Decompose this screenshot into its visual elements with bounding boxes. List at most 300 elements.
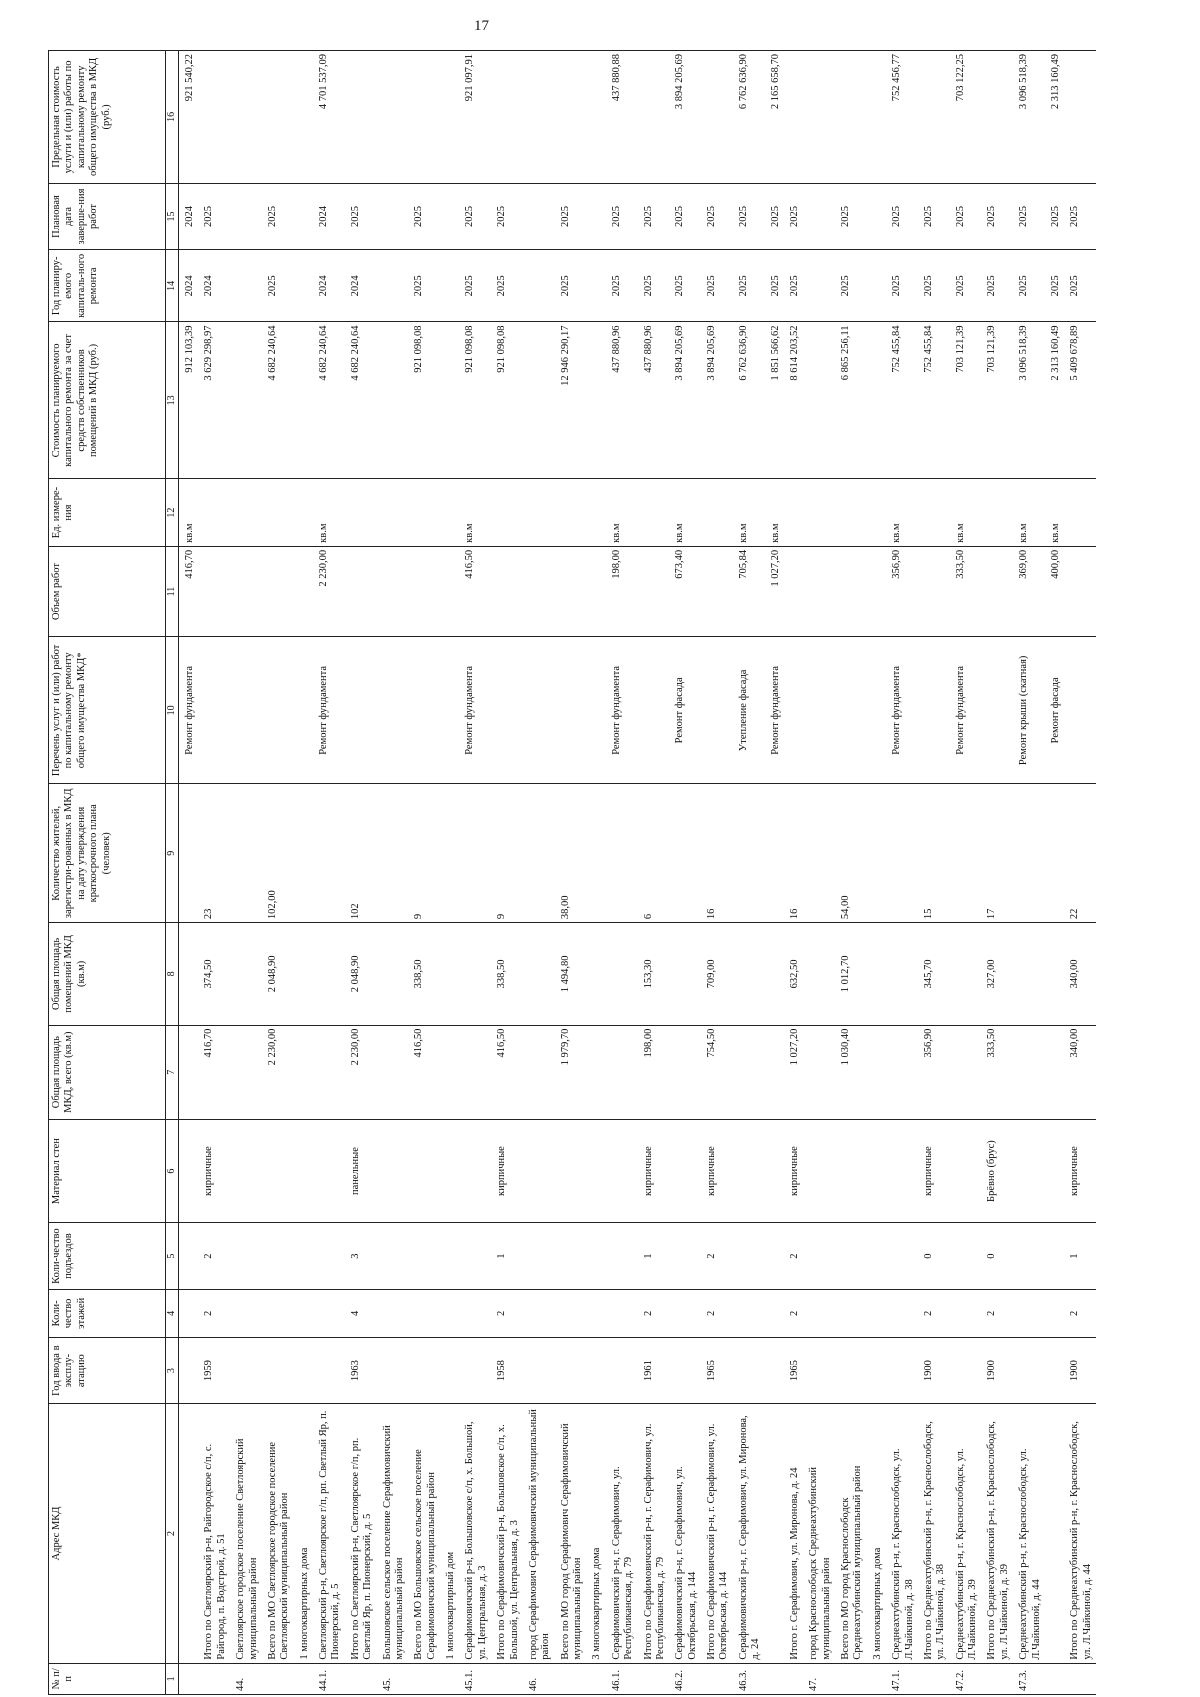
table-cell xyxy=(523,1223,555,1289)
table-cell xyxy=(440,250,459,322)
column-number: 9 xyxy=(166,784,179,923)
table-cell xyxy=(803,1119,835,1223)
table-cell xyxy=(408,1289,440,1337)
table-cell: Всего по МО город Серафимович Серафимовичский муниципальный район xyxy=(555,1404,587,1663)
table-cell xyxy=(835,1119,867,1223)
table-cell: 9 xyxy=(491,784,523,923)
table-cell xyxy=(803,637,835,784)
table-cell xyxy=(586,1223,605,1289)
table-cell: 2025 xyxy=(886,250,918,322)
table-cell xyxy=(523,322,555,479)
table-row xyxy=(918,51,950,1695)
table-cell xyxy=(230,923,262,1026)
table-cell: 2025 xyxy=(765,183,784,249)
table-cell xyxy=(638,637,670,784)
table-cell xyxy=(765,1025,784,1119)
column-header: Перечень услуг и (или) работ по капитальному ремонту общего имущества МКД* xyxy=(49,637,166,784)
table-cell: 416,50 xyxy=(459,546,491,636)
table-cell xyxy=(733,1338,765,1404)
table-cell: 9 xyxy=(408,784,440,923)
table-cell: 1965 xyxy=(701,1338,733,1404)
column-header: Объем работ xyxy=(49,546,166,636)
table-cell: 703 122,25 xyxy=(950,51,982,184)
table-cell: 338,50 xyxy=(408,923,440,1026)
table-cell xyxy=(1013,1338,1045,1404)
table-cell xyxy=(765,1663,784,1694)
table-cell: кирпичные xyxy=(918,1119,950,1223)
table-cell xyxy=(230,1025,262,1119)
table-cell xyxy=(179,1663,199,1694)
table-cell: 2025 xyxy=(733,183,765,249)
table-cell xyxy=(523,923,555,1026)
table-cell xyxy=(1045,1663,1064,1694)
table-cell: 4 682 240,64 xyxy=(262,322,294,479)
table-cell xyxy=(198,1663,230,1694)
table-cell xyxy=(230,51,262,184)
table-row xyxy=(230,51,262,1695)
table-cell xyxy=(918,1663,950,1694)
table-cell xyxy=(606,1119,638,1223)
table-cell xyxy=(867,546,886,636)
table-cell: 44. xyxy=(230,1663,262,1694)
table-cell: 1 027,20 xyxy=(784,1025,803,1119)
column-header: Количество жителей, зарегистри-рованных в МКД на дату утверждения краткосрочного плана (человек) xyxy=(49,784,166,923)
table-cell xyxy=(313,1025,345,1119)
table-cell xyxy=(198,479,230,547)
table-cell: Итого по Серафимовичский р-н, Большовское с/п, х. Большой, ул. Центральная, д. 3 xyxy=(491,1404,523,1663)
capital-repair-table xyxy=(48,50,1096,1695)
table-cell: 2025 xyxy=(784,183,803,249)
table-cell: Ремонт фундамента xyxy=(765,637,784,784)
table-cell xyxy=(918,546,950,636)
table-cell xyxy=(523,1289,555,1337)
table-cell: 2025 xyxy=(459,183,491,249)
table-cell xyxy=(803,51,835,184)
table-cell xyxy=(950,1119,982,1223)
table-cell xyxy=(765,784,784,923)
table-cell xyxy=(765,1223,784,1289)
table-cell: 338,50 xyxy=(491,923,523,1026)
table-cell: 340,00 xyxy=(1064,1025,1096,1119)
table-cell: Ремонт фундамента xyxy=(886,637,918,784)
table-cell: 2025 xyxy=(835,183,867,249)
table-cell: 1 xyxy=(638,1223,670,1289)
table-cell: 2025 xyxy=(950,183,982,249)
table-cell: 345,70 xyxy=(918,923,950,1026)
table-row xyxy=(491,51,523,1695)
table-cell xyxy=(733,1119,765,1223)
table-cell: 2025 xyxy=(606,183,638,249)
table-cell: 333,50 xyxy=(981,1025,1013,1119)
table-cell xyxy=(230,1119,262,1223)
table-cell xyxy=(586,637,605,784)
table-cell: кв.м xyxy=(1013,479,1045,547)
table-cell xyxy=(867,923,886,1026)
table-cell: 23 xyxy=(198,784,230,923)
table-cell xyxy=(377,923,409,1026)
table-cell xyxy=(803,923,835,1026)
table-cell: 437 880,88 xyxy=(606,51,638,184)
table-cell: 45.1. xyxy=(459,1663,491,1694)
table-row xyxy=(701,51,733,1695)
table-cell xyxy=(784,637,803,784)
table-cell: 2025 xyxy=(669,250,701,322)
table-cell xyxy=(555,1663,587,1694)
table-cell xyxy=(867,1119,886,1223)
table-cell: Всего по МО Светлоярское городское поселение Светлоярский муниципальный район xyxy=(262,1404,294,1663)
table-row xyxy=(294,51,313,1695)
table-cell: 22 xyxy=(1064,784,1096,923)
table-cell xyxy=(377,1119,409,1223)
table-cell xyxy=(701,51,733,184)
table-cell xyxy=(1064,637,1096,784)
table-cell: 5 409 678,89 xyxy=(1064,322,1096,479)
table-cell: 752 456,77 xyxy=(886,51,918,184)
table-cell xyxy=(440,923,459,1026)
table-cell: 2 313 160,49 xyxy=(1045,322,1064,479)
table-cell: 2 xyxy=(981,1289,1013,1337)
table-cell: кв.м xyxy=(733,479,765,547)
column-header: Год планиру-емого капиталь-ного ремонта xyxy=(49,250,166,322)
table-cell: 416,50 xyxy=(491,1025,523,1119)
column-number: 16 xyxy=(166,51,179,184)
table-cell: 2025 xyxy=(1064,250,1096,322)
table-cell xyxy=(523,784,555,923)
table-cell: 4 682 240,64 xyxy=(313,322,345,479)
rotated-page xyxy=(48,50,1193,1695)
table-cell xyxy=(638,479,670,547)
table-cell: 2 313 160,49 xyxy=(1045,51,1064,184)
table-cell xyxy=(835,1223,867,1289)
table-cell xyxy=(784,479,803,547)
table-cell: Итого по Среднеахтубинский р-н, г. Краснослободск, ул. Л.Чайкиной, д. 38 xyxy=(918,1404,950,1663)
table-cell xyxy=(294,322,313,479)
table-cell xyxy=(377,322,409,479)
table-cell xyxy=(867,250,886,322)
table-cell: 1961 xyxy=(638,1338,670,1404)
table-cell: Среднеахтубинский р-н, г. Краснослободск, ул. Л.Чайкиной, д. 38 xyxy=(886,1404,918,1663)
table-cell: 2024 xyxy=(179,183,199,249)
table-cell xyxy=(408,51,440,184)
table-cell: 2 xyxy=(1064,1289,1096,1337)
table-cell xyxy=(230,479,262,547)
table-cell: 2 xyxy=(198,1223,230,1289)
table-row xyxy=(886,51,918,1695)
table-cell xyxy=(835,1289,867,1337)
table-cell: 2025 xyxy=(669,183,701,249)
table-cell xyxy=(377,1289,409,1337)
table-row xyxy=(1045,51,1064,1695)
table-cell xyxy=(294,51,313,184)
table-cell: 46.1. xyxy=(606,1663,638,1694)
table-cell xyxy=(669,1289,701,1337)
table-cell xyxy=(886,1119,918,1223)
table-cell xyxy=(345,479,377,547)
table-cell xyxy=(440,784,459,923)
table-cell xyxy=(950,1289,982,1337)
table-cell: 2 230,00 xyxy=(262,1025,294,1119)
table-cell xyxy=(867,183,886,249)
table-cell xyxy=(835,1663,867,1694)
table-cell: 2025 xyxy=(408,183,440,249)
column-header: Год ввода в эксплу-атацию xyxy=(49,1338,166,1404)
table-cell xyxy=(262,546,294,636)
table-cell xyxy=(606,1223,638,1289)
table-cell xyxy=(179,923,199,1026)
table-cell xyxy=(440,183,459,249)
table-cell: Среднеахтубинский р-н, г. Краснослободск, ул. Л.Чайкиной, д. 39 xyxy=(950,1404,982,1663)
table-cell xyxy=(230,784,262,923)
table-cell xyxy=(440,1223,459,1289)
table-cell xyxy=(886,1338,918,1404)
table-cell: 673,40 xyxy=(669,546,701,636)
table-cell xyxy=(950,1223,982,1289)
column-header: Адрес МКД xyxy=(49,1404,166,1663)
table-cell: 46.2. xyxy=(669,1663,701,1694)
table-cell: кв.м xyxy=(950,479,982,547)
column-number: 10 xyxy=(166,637,179,784)
table-cell xyxy=(701,1663,733,1694)
table-cell: 703 121,39 xyxy=(981,322,1013,479)
table-cell xyxy=(606,1338,638,1404)
table-cell xyxy=(981,51,1013,184)
table-cell xyxy=(867,1025,886,1119)
table-cell: 2025 xyxy=(981,250,1013,322)
table-cell xyxy=(886,1289,918,1337)
header-row xyxy=(49,51,166,1695)
table-cell: 2024 xyxy=(313,183,345,249)
table-cell xyxy=(345,51,377,184)
table-cell: 54,00 xyxy=(835,784,867,923)
table-cell xyxy=(1045,923,1064,1026)
table-cell: Серафимовичский р-н, г. Серафимович, ул. Октябрьская, д. 144 xyxy=(669,1404,701,1663)
table-cell xyxy=(440,546,459,636)
table-cell: 17 xyxy=(981,784,1013,923)
table-cell xyxy=(669,923,701,1026)
table-cell: 44.1. xyxy=(313,1663,345,1694)
table-cell: 921 098,08 xyxy=(459,322,491,479)
table-cell: Итого по Серафимовичский р-н, г. Серафимович, ул. Октябрьская, д. 144 xyxy=(701,1404,733,1663)
table-cell: 2 xyxy=(784,1223,803,1289)
column-header: Стоимость планируемого капитального ремонта за счет средств собственников помещений в МКД (руб.) xyxy=(49,322,166,479)
table-cell xyxy=(555,1289,587,1337)
table-cell xyxy=(586,183,605,249)
table-cell: Серафимовичский р-н, г. Серафимович, ул. Республиканская, д. 79 xyxy=(606,1404,638,1663)
table-cell xyxy=(377,183,409,249)
table-cell: 2024 xyxy=(179,250,199,322)
table-row xyxy=(981,51,1013,1695)
table-cell: 1958 xyxy=(491,1338,523,1404)
table-cell: 2 xyxy=(701,1223,733,1289)
table-cell: 416,70 xyxy=(179,546,199,636)
table-cell: 2025 xyxy=(555,250,587,322)
table-cell xyxy=(408,1119,440,1223)
table-cell: 2025 xyxy=(701,250,733,322)
column-number: 5 xyxy=(166,1223,179,1289)
table-cell xyxy=(1045,1119,1064,1223)
table-cell xyxy=(1064,51,1096,184)
table-cell xyxy=(1045,1025,1064,1119)
table-cell: 3 894 205,69 xyxy=(669,51,701,184)
table-cell: 1 494,80 xyxy=(555,923,587,1026)
table-cell: 2024 xyxy=(345,250,377,322)
table-cell xyxy=(1064,1663,1096,1694)
table-cell: Всего по МО город Краснослободск Среднеахтубинский муниципальный район xyxy=(835,1404,867,1663)
table-cell: Серафимовичский р-н, Большовское с/п, х. Большой, ул. Центральная, д. 3 xyxy=(459,1404,491,1663)
column-number: 15 xyxy=(166,183,179,249)
table-cell xyxy=(555,1119,587,1223)
table-cell xyxy=(606,1289,638,1337)
table-cell: кирпичные xyxy=(638,1119,670,1223)
table-cell: 46.3. xyxy=(733,1663,765,1694)
table-cell xyxy=(835,637,867,784)
table-cell xyxy=(179,784,199,923)
table-cell xyxy=(867,1223,886,1289)
table-cell: Ремонт фундамента xyxy=(459,637,491,784)
table-cell xyxy=(294,1663,313,1694)
table-cell: 2 048,90 xyxy=(345,923,377,1026)
table-cell xyxy=(586,322,605,479)
table-cell: 752 455,84 xyxy=(918,322,950,479)
table-cell: 45. xyxy=(377,1663,409,1694)
table-row xyxy=(179,51,199,1695)
table-cell xyxy=(294,784,313,923)
table-cell xyxy=(408,546,440,636)
table-cell xyxy=(586,1025,605,1119)
column-number: 6 xyxy=(166,1119,179,1223)
column-header: Коли-чество подъездов xyxy=(49,1223,166,1289)
table-cell: 2025 xyxy=(886,183,918,249)
table-cell xyxy=(230,1223,262,1289)
table-cell: кирпичные xyxy=(491,1119,523,1223)
table-cell xyxy=(981,479,1013,547)
table-cell xyxy=(586,923,605,1026)
table-cell: 2 xyxy=(784,1289,803,1337)
table-cell: кирпичные xyxy=(198,1119,230,1223)
table-cell: 16 xyxy=(701,784,733,923)
table-cell: 705,84 xyxy=(733,546,765,636)
table-cell xyxy=(1013,1289,1045,1337)
table-cell: 2025 xyxy=(1013,183,1045,249)
table-cell xyxy=(555,51,587,184)
table-cell xyxy=(765,1338,784,1404)
table-cell xyxy=(313,1223,345,1289)
table-cell xyxy=(586,1119,605,1223)
table-row xyxy=(262,51,294,1695)
table-cell xyxy=(523,250,555,322)
table-cell: 47.2. xyxy=(950,1663,982,1694)
table-cell xyxy=(606,784,638,923)
table-cell xyxy=(294,637,313,784)
table-cell xyxy=(867,1289,886,1337)
table-cell: 356,90 xyxy=(886,546,918,636)
table-row xyxy=(784,51,803,1695)
table-cell xyxy=(586,1338,605,1404)
table-cell xyxy=(555,1223,587,1289)
table-cell: 2025 xyxy=(981,183,1013,249)
table-cell: 2025 xyxy=(1064,183,1096,249)
table-cell xyxy=(867,51,886,184)
table-cell xyxy=(669,1119,701,1223)
table-cell xyxy=(555,1338,587,1404)
table-cell xyxy=(294,1223,313,1289)
table-cell xyxy=(294,1289,313,1337)
table-cell: 752 455,84 xyxy=(886,322,918,479)
table-cell: 437 880,96 xyxy=(606,322,638,479)
table-cell: 2025 xyxy=(491,183,523,249)
table-cell xyxy=(262,1119,294,1223)
table-cell xyxy=(586,479,605,547)
table-cell xyxy=(345,637,377,784)
table-cell xyxy=(440,1338,459,1404)
table-cell xyxy=(440,637,459,784)
table-cell: 2025 xyxy=(345,183,377,249)
table-cell xyxy=(950,784,982,923)
table-cell xyxy=(313,923,345,1026)
table-row xyxy=(733,51,765,1695)
table-cell xyxy=(491,479,523,547)
table-cell: 416,50 xyxy=(408,1025,440,1119)
table-cell: Итого по Светлоярский р-н, Райгородское с/п, с. Райгород, п. Водстрой, д. 51 xyxy=(198,1404,230,1663)
table-cell xyxy=(294,1119,313,1223)
table-cell: Брёвно (брус) xyxy=(981,1119,1013,1223)
table-cell: 3 629 298,97 xyxy=(198,322,230,479)
table-cell: 1 012,70 xyxy=(835,923,867,1026)
table-cell: 1 xyxy=(491,1223,523,1289)
table-cell xyxy=(886,1223,918,1289)
table-cell: кирпичные xyxy=(701,1119,733,1223)
column-number: 11 xyxy=(166,546,179,636)
table-cell xyxy=(586,1289,605,1337)
table-cell: Светлоярское городское поселение Светлоярский муниципальный район xyxy=(230,1404,262,1663)
table-cell xyxy=(198,637,230,784)
table-cell xyxy=(586,250,605,322)
table-cell: 1 851 566,62 xyxy=(765,322,784,479)
table-cell xyxy=(638,546,670,636)
table-cell: 46. xyxy=(523,1663,555,1694)
table-cell xyxy=(377,546,409,636)
table-cell: кв.м xyxy=(669,479,701,547)
table-cell: 2 xyxy=(491,1289,523,1337)
column-header: Ед. измере-ния xyxy=(49,479,166,547)
table-cell xyxy=(803,183,835,249)
table-cell: 8 614 203,52 xyxy=(784,322,803,479)
table-cell: 6 762 636,90 xyxy=(733,322,765,479)
table-cell xyxy=(835,546,867,636)
table-cell xyxy=(803,322,835,479)
table-cell: 921 097,91 xyxy=(459,51,491,184)
table-row xyxy=(377,51,409,1695)
table-cell xyxy=(803,546,835,636)
table-cell xyxy=(886,784,918,923)
table-cell: 327,00 xyxy=(981,923,1013,1026)
table-cell xyxy=(765,1289,784,1337)
table-cell xyxy=(408,479,440,547)
table-cell xyxy=(1045,784,1064,923)
column-number: 2 xyxy=(166,1404,179,1663)
table-row xyxy=(835,51,867,1695)
table-cell xyxy=(377,784,409,923)
table-cell: панельные xyxy=(345,1119,377,1223)
table-cell: 416,70 xyxy=(198,1025,230,1119)
table-cell: 1900 xyxy=(981,1338,1013,1404)
table-body xyxy=(179,51,1097,1695)
table-cell: 2 xyxy=(198,1289,230,1337)
table-cell: 632,50 xyxy=(784,923,803,1026)
table-cell: 2 xyxy=(701,1289,733,1337)
table-cell: 1963 xyxy=(345,1338,377,1404)
table-cell xyxy=(313,1338,345,1404)
